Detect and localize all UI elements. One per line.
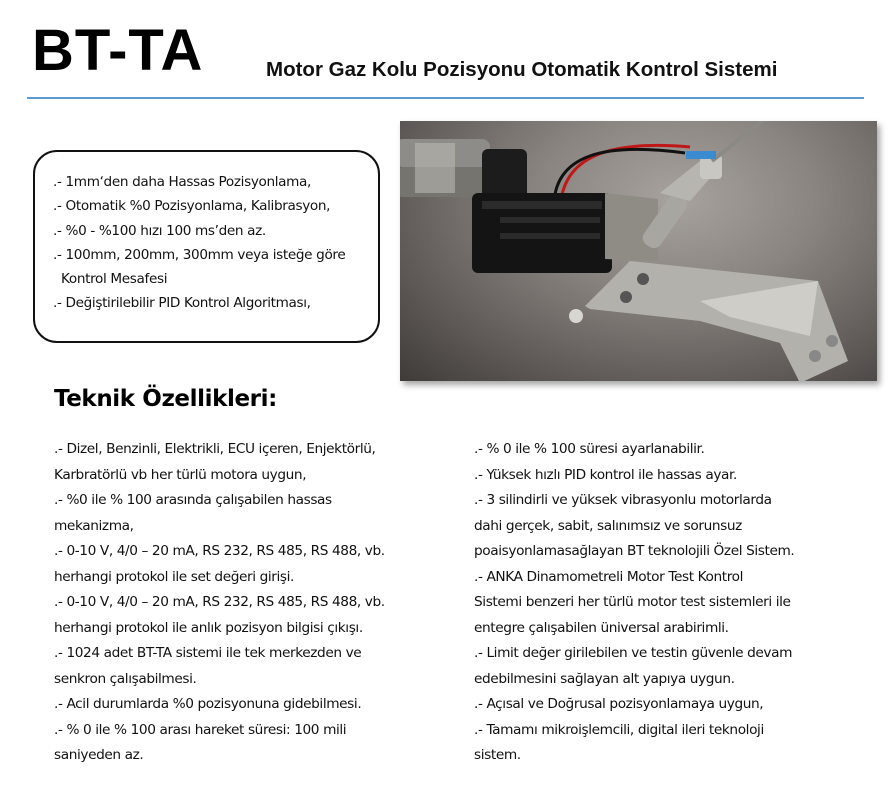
header-divider — [27, 97, 864, 99]
spec-line: herhangi protokol ile set değeri girişi. — [54, 568, 295, 585]
spec-line: poaisyonlamasağlayan BT teknolojili Özel Sistem. — [474, 543, 795, 559]
highlight-text: .- 1mm‘den daha Hassas Pozisyonlama, — [53, 174, 312, 190]
highlights-list — [53, 170, 378, 316]
motor-icon — [472, 193, 612, 273]
spec-line: .- Açısal ve Doğrusal pozisyonlamaya uygun, — [474, 696, 764, 712]
highlight-item — [53, 194, 378, 218]
highlight-text: .- 100mm, 200mm, 300mm veya isteğe göre — [53, 246, 346, 263]
highlight-item — [53, 243, 378, 292]
spec-line: .- % 0 ile % 100 arası hareket süresi: 100 mili — [54, 721, 347, 738]
spec-line: .- 1024 adet BT-TA sistemi ile tek merkezden ve — [54, 645, 362, 661]
spec-line: .- Dizel, Benzinli, Elektrikli, ECU içeren, Enjektörlü, — [54, 441, 376, 457]
connector-cables-icon — [400, 139, 527, 199]
spec-line: senkron çalışabilmesi. — [54, 670, 197, 687]
highlight-item — [53, 170, 378, 194]
actuator-illustration — [400, 121, 877, 381]
linkage-rod-icon — [640, 121, 768, 251]
highlight-text-continued: Kontrol Mesafesi — [61, 271, 168, 288]
bracket-icon — [569, 261, 848, 381]
technical-specs-title: Teknik Özellikleri: — [54, 386, 277, 412]
spec-line: .- 3 silindirli ve yüksek vibrasyonlu motorlarda — [474, 492, 772, 508]
highlight-text: .- Değiştirilebilir PID Kontrol Algoritması, — [53, 295, 311, 312]
spec-line: sistem. — [474, 747, 521, 763]
spec-line: Sistemi benzeri her türlü motor test sistemleri ile — [474, 594, 791, 610]
specs-left-column — [54, 437, 454, 769]
spec-line: Karbratörlü vb her türlü motora uygun, — [54, 466, 307, 483]
spec-line: .- Limit değer girilebilen ve testin güvenle devam — [474, 645, 793, 661]
highlight-text: .- Otomatik %0 Pozisyonlama, Kalibrasyon, — [53, 198, 331, 215]
page-subtitle: Motor Gaz Kolu Pozisyonu Otomatik Kontrol Sistemi — [266, 58, 778, 81]
spec-line: dahi gerçek, sabit, salınımsız ve sorunsuz — [474, 517, 742, 534]
highlight-item — [53, 219, 378, 243]
highlight-text: .- %0 - %100 hızı 100 ms’den az. — [53, 222, 266, 239]
spec-line: saniyeden az. — [54, 747, 144, 763]
spec-line: .- Yüksek hızlı PID kontrol ile hassas ayar. — [474, 466, 737, 483]
spec-line: .- ANKA Dinamometreli Motor Test Kontrol — [474, 568, 744, 585]
spec-line: .- Tamamı mikroişlemcili, digital ileri teknoloji — [474, 721, 764, 738]
specs-right-column — [474, 437, 874, 769]
spec-line: herhangi protokol ile anlık pozisyon bilgisi çıkışı. — [54, 619, 363, 636]
spec-line: mekanizma, — [54, 517, 134, 534]
spec-line: entegre çalışabilen üniversal arabirimli. — [474, 619, 729, 636]
highlights-box — [33, 150, 380, 343]
highlight-item — [53, 291, 378, 315]
brand-title: BT-TA — [32, 18, 204, 83]
product-photo — [400, 121, 877, 381]
spec-line: .- 0-10 V, 4/0 – 20 mA, RS 232, RS 485, RS 488, vb. — [54, 543, 385, 559]
spec-line: edebilmesini sağlayan alt yapıya uygun. — [474, 670, 735, 687]
spec-line: .- % 0 ile % 100 süresi ayarlanabilir. — [474, 441, 705, 457]
spec-line: .- 0-10 V, 4/0 – 20 mA, RS 232, RS 485, RS 488, vb. — [54, 594, 385, 610]
spec-line: .- %0 ile % 100 arasında çalışabilen hassas — [54, 492, 332, 508]
spec-line: .- Acil durumlarda %0 pozisyonuna gidebilmesi. — [54, 696, 362, 712]
